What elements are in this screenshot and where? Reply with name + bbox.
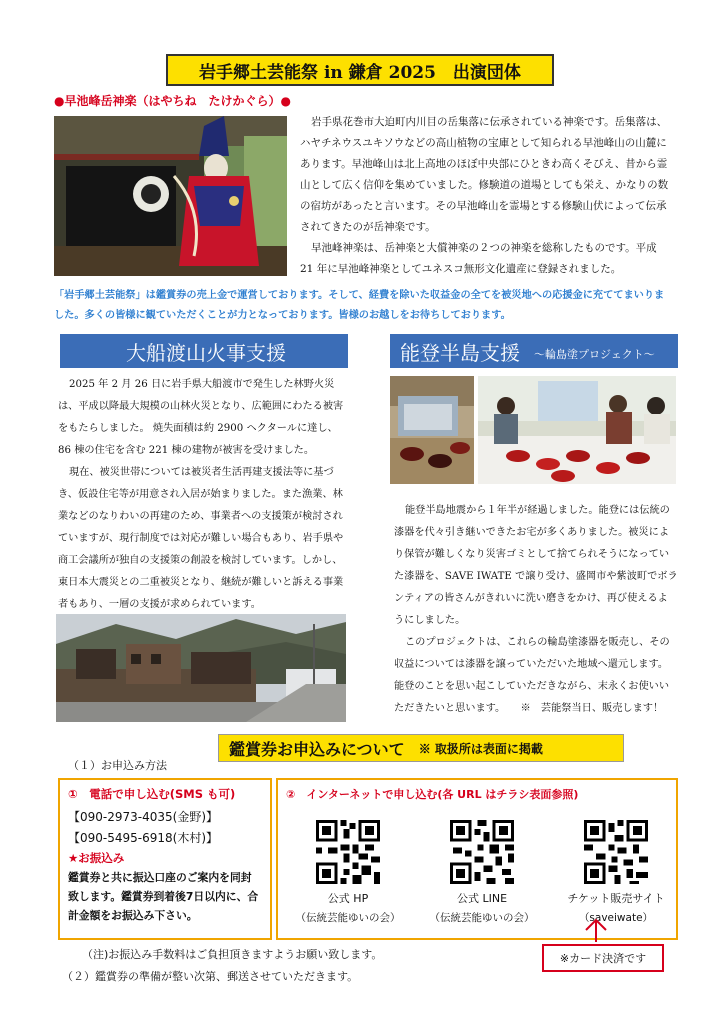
transfer-text: 鑑賞券と共に振込口座のご案内を同封致します。鑑賞券到着後7日以内に、合計金額をお振込み下さい。 [68, 871, 259, 922]
kagura-photo [54, 116, 287, 276]
internet-heading: ② インターネットで申し込む(各 URL はチラシ表面参照) [286, 788, 579, 801]
noto-paragraph-2: このプロジェクトは、これらの輪島塗漆器を販売し、その収益については漆器を譲っていただいた地域へ還元します。 [394, 637, 670, 670]
phone-line-1[interactable]: 【090-2973-4035(金野)】 [68, 810, 219, 824]
noto-heading-text: 能登半島支援 [400, 340, 520, 365]
ofunato-heading [60, 334, 348, 368]
ofunato-paragraph-2: 現在、被災世帯については被災者生活再建支援法等に基づき、仮設住宅等が用意され入居が始まりました。また漁業、林業などのなりわいの再建のため、事業者への支援策が検討されていますが、現行制度では対応が難しい場合もあり、岩手県や商工会議所が独自の支援策の創設を検討しています。しかし、東日本大震災との二重被災となり、継続が難しいと訴える事業者もあり、一層の支援が求められています。 [58, 467, 344, 610]
kagura-description [300, 112, 672, 280]
intro-paragraph-1: 岩手県花巻市大迫町内川目の岳集落に伝承されている神楽です。岳集落は、ハヤチネウスユキソウなどの高山植物の宝庫として知られる早池峰山の山麓にあります。早池峰山は北上高地のほぼ中央部にひときわ高くそびえ、昔から霊山として広く信仰を集めていました。修験道の道場としても栄え、かなりの数の宿坊があったと言います。その早池峰山を霊場とする修験山伏によって伝承されてきたのが岳神楽です。 [300, 116, 669, 233]
lacquerware-photo-2 [478, 376, 676, 484]
official-hp-sub: （伝統芸能ゆいの会） [295, 912, 401, 924]
card-payment-note [542, 944, 664, 972]
group-heading: ●早池峰岳神楽（はやちね たけかぐら）● [54, 94, 291, 108]
official-hp-label: 公式 HP [327, 892, 369, 905]
page-title: 岩手郷土芸能祭 in 鎌倉 2025 出演団体 [166, 54, 554, 86]
noto-body [394, 500, 678, 720]
lacquerware-photo-1 [390, 376, 474, 484]
ofunato-paragraph-1: 2025 年 2 月 26 日に岩手県大船渡市で発生した林野火災は、平成以降最大規模の山林火災となり、広範囲にわたる被害をもたらしました。 焼失面積は約 2900 ヘクタールに達し、86 棟の住宅を含む 221 棟の建物が被害を受けました。 [58, 379, 344, 456]
apply-note: ※ 取扱所は表面に掲載 [418, 741, 543, 756]
phone-apply-box [58, 778, 272, 940]
card-payment-text: ※カード決済です [559, 952, 647, 965]
official-line-sub: （伝統芸能ゆいの会） [429, 912, 535, 924]
phone-line-2[interactable]: 【090-5495-6918(木村)】 [68, 831, 219, 845]
qr-code-icon [316, 820, 380, 884]
noto-heading [390, 334, 678, 368]
operation-note: 「岩手郷土芸能祭」は鑑賞券の売上金で運営しております。そして、経費を除いた収益金の全てを被災地への応援金に充ててまいりました。多くの皆様に観ていただくことが力となっております。皆様のお越しをお待ちしております。 [54, 289, 665, 321]
ticket-site-sub: （saveiwate） [578, 912, 654, 924]
internet-apply-box [276, 778, 678, 940]
qr-official-hp[interactable] [316, 820, 380, 884]
ofunato-heading-text: 大船渡山火事支援 [126, 340, 286, 365]
phone-heading: ① 電話で申し込む(SMS も可) [68, 787, 236, 801]
ofunato-body [58, 374, 348, 616]
noto-paragraph-3: 能登のことを思い起こしていただきながら、末永くお使いいただきたいと思います。 ※ 芸能祭当日、販売します！ [394, 681, 670, 714]
fire-damage-photo [56, 614, 346, 722]
intro-paragraph-2: 早池峰神楽は、岳神楽と大償神楽の２つの神楽を総称したものです。平成 21 年に早池峰神楽としてユネスコ無形文化遺産に登録されました。 [300, 242, 657, 275]
transfer-heading: ★お振込み [68, 851, 125, 865]
noto-paragraph-1: 能登半島地震から１年半が経過しました。能登には伝統の漆器を代々引き継いできたお宅が多くありました。被災により保管が難しくなり災害ゴミとして捨てられそうになっていた漆器を、SAVE IWATE で譲り受け、盛岡市や紫波町でボランティアの皆さんがきれいに洗い磨きをかけ、再び使えるようにしました。 [394, 505, 678, 626]
qr-ticket-site[interactable] [584, 820, 648, 884]
footnote-fee: （注)お振込み手数料はご負担頂きますようお願い致します。 [82, 948, 383, 961]
qr-code-icon [450, 820, 514, 884]
apply-heading-box [218, 734, 624, 762]
method-label: （１）お申込み方法 [68, 759, 167, 772]
qr-official-line[interactable] [450, 820, 514, 884]
ticket-site-label: チケット販売サイト [567, 892, 665, 905]
qr-code-icon [584, 820, 648, 884]
apply-heading: 鑑賞券お申込みについて [229, 739, 405, 759]
noto-subheading: ～輪島塗プロジェクト～ [534, 348, 655, 361]
official-line-label: 公式 LINE [456, 892, 508, 905]
footnote-shipping: （２）鑑賞券の準備が整い次第、郵送させていただきます。 [62, 970, 359, 983]
